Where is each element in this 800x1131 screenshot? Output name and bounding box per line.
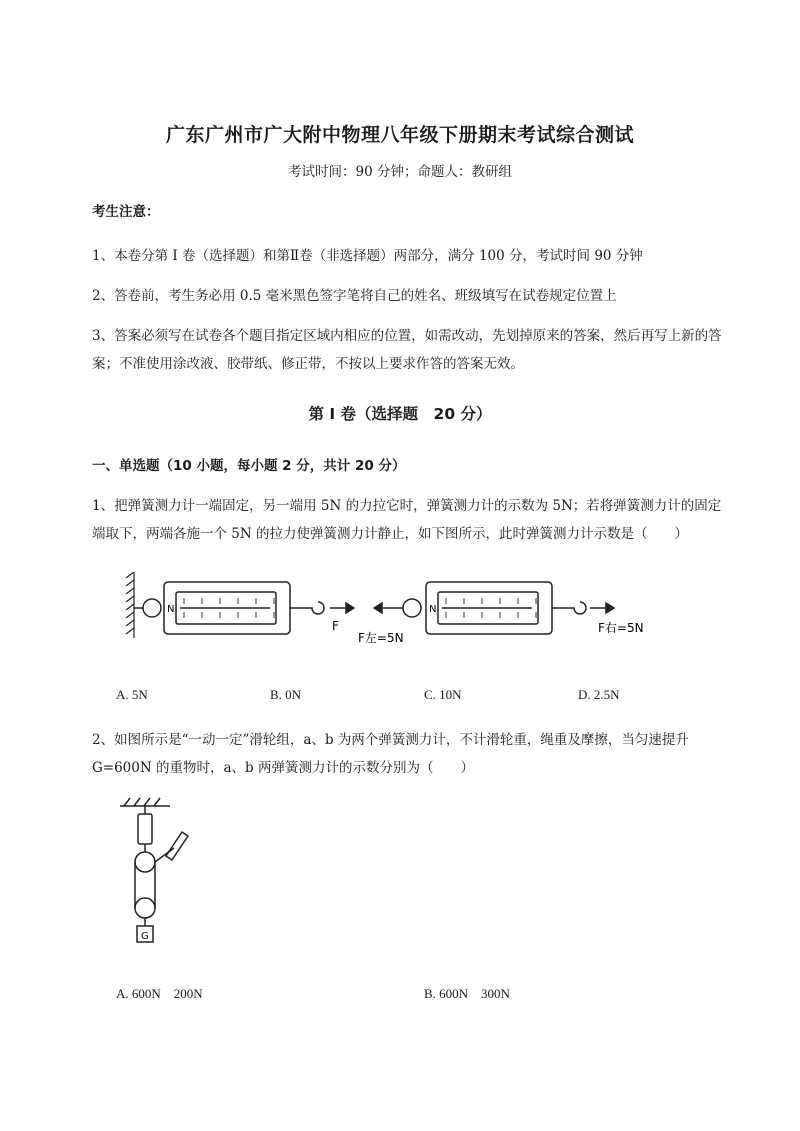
question-1-text: 1、把弹簧测力计一端固定，另一端用 5N 的力拉它时，弹簧测力计的示数为 5N；若将弹簧测力计的固定端取下，两端各施一个 5N 的拉力使弹簧测力计静止，如下图所示，此时弹簧测力计示数是（ ） [92,498,722,542]
q1-option-b[interactable]: B. 0N [270,687,302,702]
q1-option-d[interactable]: D. 2.5N [578,687,620,702]
force-label-f: F [332,619,339,633]
zero-mark-right: N [429,604,437,615]
notice-heading: 考生注意： [92,204,160,220]
part-heading: 一、单选题（10 小题，每小题 2 分，共计 20 分） [92,458,406,474]
notice-item-1: 1、本卷分第 I 卷（选择题）和第Ⅱ卷（非选择题）两部分，满分 100 分，考试时间 90 分钟 [92,248,643,264]
q1-option-c[interactable]: C. 10N [424,687,462,702]
zero-mark-left: N [167,604,175,615]
spring-scale-figure [120,572,660,650]
force-label-left: F左=5N [358,631,404,645]
spring-scale-right [374,582,614,634]
exam-info: 考试时间：90 分钟；命题人：教研组 [288,164,512,180]
section-title: 第 I 卷（选择题 20 分） [308,405,492,423]
wall-hatch [126,572,134,638]
notice-item-3: 3、答案必须写在试卷各个题目指定区域内相应的位置，如需改动，先划掉原来的答案，然后再写上新的答案；不准使用涂改液、胶带纸、修正带，不按以上要求作答的答案无效。 [92,328,722,372]
q2-option-b[interactable]: B. 600N 300N [424,986,510,1001]
pulley-figure [110,790,200,952]
force-label-right: F右=5N [598,621,644,635]
q1-option-a[interactable]: A. 5N [116,687,148,702]
q2-option-a[interactable]: A. 600N 200N [116,986,203,1001]
notice-item-2: 2、答卷前，考生务必用 0.5 毫米黑色签字笔将自己的姓名、班级填写在试卷规定位置上 [92,288,617,304]
question-2-text: 2、如图所示是“一动一定”滑轮组，a、b 为两个弹簧测力计，不计滑轮重，绳重及摩擦，当匀速提升 G=600N 的重物时，a、b 两弹簧测力计的示数分别为（ ） [92,732,689,776]
weight-label: G [141,931,149,942]
page-title: 广东广州市广大附中物理八年级下册期末考试综合测试 [165,124,634,146]
